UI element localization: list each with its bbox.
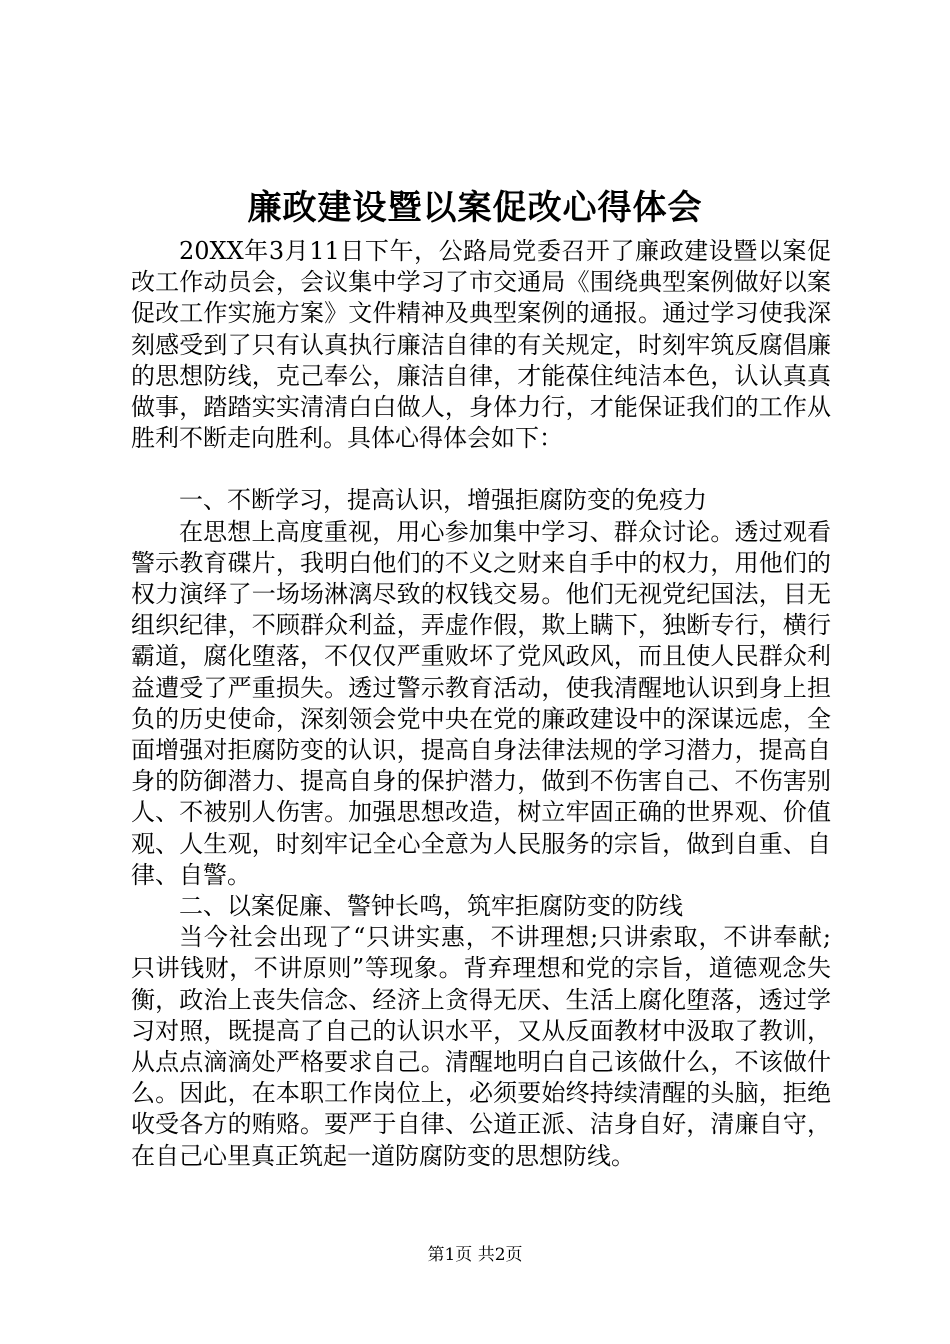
- section-heading-1: 一、不断学习，提高认识，增强拒腐防变的免疫力: [179, 486, 707, 515]
- document-body: [131, 236, 831, 1172]
- section-2-paragraph: 当今社会出现了“只讲实惠，不讲理想;只讲索取，不讲奉献;只讲钱财，不讲原则”等现象。背弃理想和党的宗旨，道德观念失衡，政治上丧失信念、经济上贪得无厌、生活上腐化堕落，透过学习对照，既提高了自己的认识水平，又从反面教材中汲取了教训，从点点滴滴处严格要求自己。清醒地明白自己该做什么，不该做什么。因此，在本职工作岗位上，必须要始终持续清醒的头脑，拒绝收受各方的贿赂。要严于自律、公道正派、洁身自好，清廉自守，在自己心里真正筑起一道防腐防变的思想防线。: [131, 923, 831, 1170]
- page-number-footer: 第1页 共2页: [427, 1245, 523, 1265]
- paragraph-spacer: [131, 454, 831, 485]
- intro-paragraph: 20XX年3月11日下午，公路局党委召开了廉政建设暨以案促改工作动员会，会议集中学习了市交通局《围绕典型案例做好以案促改工作实施方案》文件精神及典型案例的通报。通过学习使我深刻感受到了只有认真执行廉洁自律的有关规定，时刻牢筑反腐倡廉的思想防线，克己奉公，廉洁自律，才能葆住纯洁本色，认认真真做事，踏踏实实清清白白做人，身体力行，才能保证我们的工作从胜利不断走向胜利。具体心得体会如下：: [131, 237, 831, 453]
- document-title: 廉政建设暨以案促改心得体会: [247, 188, 703, 228]
- section-1-paragraph: 在思想上高度重视，用心参加集中学习、群众讨论。透过观看警示教育碟片，我明白他们的不义之财来自手中的权力，用他们的权力演绎了一场场淋漓尽致的权钱交易。他们无视党纪国法，目无组织纪律，不顾群众利益，弄虚作假，欺上瞒下，独断专行，横行霸道，腐化堕落，不仅仅严重败坏了党风政风，而且使人民群众利益遭受了严重损失。透过警示教育活动，使我清醒地认识到身上担负的历史使命，深刻领会党中央在党的廉政建设中的深谋远虑，全面增强对拒腐防变的认识，提高自身法律法规的学习潜力，提高自身的防御潜力、提高自身的保护潜力，做到不伤害自己、不伤害别人、不被别人伤害。加强思想改造，树立牢固正确的世界观、价值观、人生观，时刻牢记全心全意为人民服务的宗旨，做到自重、自律、自警。: [131, 517, 831, 889]
- section-heading-2: 二、以案促廉、警钟长鸣，筑牢拒腐防变的防线: [179, 892, 683, 921]
